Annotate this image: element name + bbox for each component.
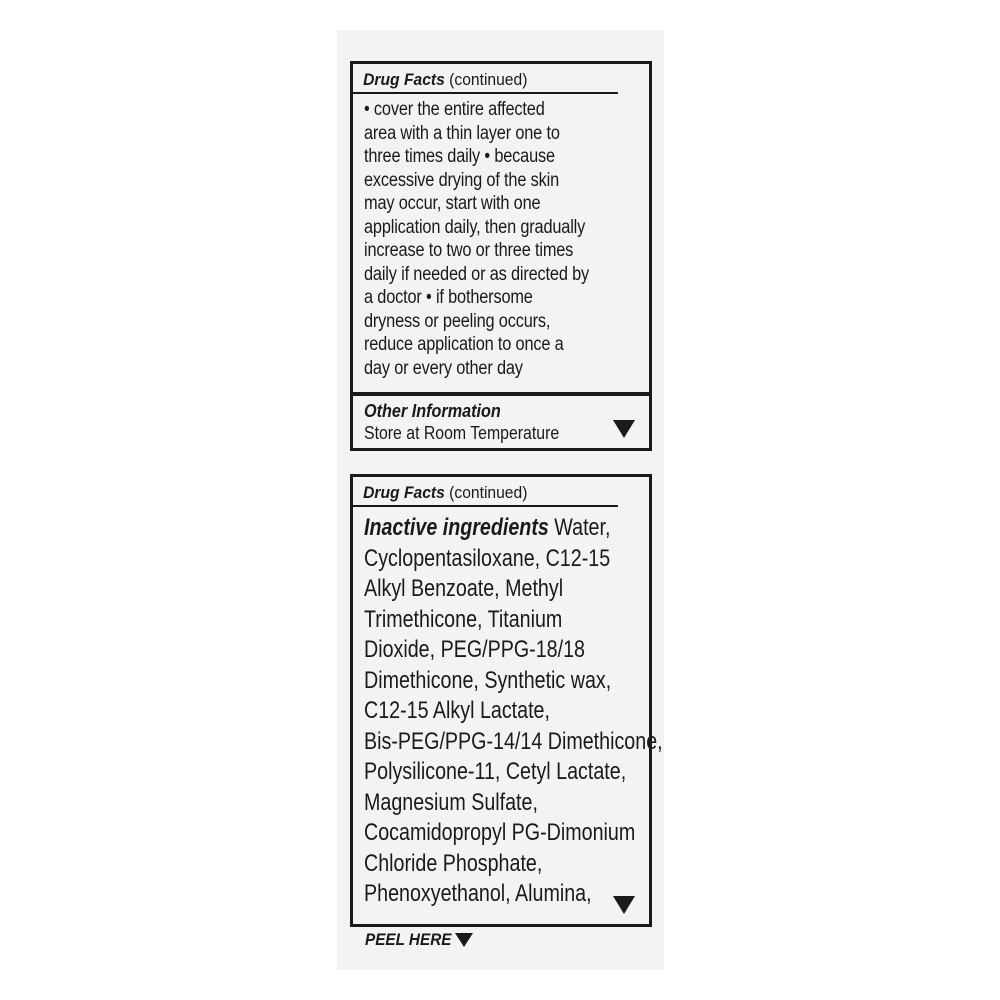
ingredients-line: Bis-PEG/PPG-14/14 Dimethicone,	[364, 727, 663, 755]
ingredients-line: C12-15 Alkyl Lactate,	[364, 697, 550, 724]
triangle-down-icon	[613, 420, 635, 438]
directions-line: day or every other day	[364, 357, 523, 379]
panel-header	[353, 64, 618, 94]
directions-text	[353, 94, 649, 380]
ingredients-line: Cyclopentasiloxane, C12-15	[364, 544, 611, 572]
directions-line: increase to two or three times	[364, 240, 574, 261]
directions-line: application daily, then gradually	[364, 216, 586, 238]
continued-label: (continued)	[449, 70, 528, 89]
ingredients-line: Alkyl Benzoate, Methyl	[364, 575, 564, 602]
ingredients-line: Trimethicone, Titanium	[364, 605, 563, 633]
ingredients-line: Cocamidopropyl PG-Dimonium	[364, 819, 636, 846]
drug-facts-title: Drug Facts	[363, 70, 445, 89]
ingredients-first-item: Water,	[554, 514, 611, 541]
ingredients-line: Polysilicone-11, Cetyl Lactate,	[364, 758, 627, 785]
storage-instruction: Store at Room Temperature	[364, 423, 560, 443]
directions-line: area with a thin layer one to	[364, 122, 560, 144]
continued-label: (continued)	[449, 483, 528, 502]
drug-facts-title: Drug Facts	[363, 483, 445, 502]
panel-header	[353, 477, 618, 507]
inactive-ingredients-title: Inactive ingredients	[364, 514, 549, 541]
drug-facts-panel-bottom	[350, 474, 663, 927]
directions-line: three times daily • because	[364, 146, 555, 167]
ingredients-line: Chloride Phosphate,	[364, 849, 543, 877]
directions-line: dryness or peeling occurs,	[364, 310, 551, 332]
drug-facts-panel-top	[350, 61, 652, 451]
ingredients-line: Dimethicone, Synthetic wax,	[364, 666, 612, 694]
other-information-section	[364, 400, 641, 444]
section-divider	[353, 392, 649, 396]
directions-line: a doctor • if bothersome	[364, 287, 533, 308]
triangle-down-icon	[455, 933, 473, 947]
peel-here-label[interactable]: PEEL HERE	[365, 930, 452, 949]
directions-line: daily if needed or as directed by	[364, 263, 590, 285]
triangle-down-icon	[613, 896, 635, 914]
ingredients-line	[364, 513, 611, 544]
directions-line: reduce application to once a	[364, 334, 564, 355]
ingredients-line: Magnesium Sulfate,	[364, 788, 538, 816]
ingredients-line: Dioxide, PEG/PPG-18/18	[364, 636, 585, 663]
directions-line: • cover the entire affected	[364, 99, 545, 120]
ingredients-line: Phenoxyethanol, Alumina,	[364, 880, 592, 907]
directions-line: excessive drying of the skin	[364, 169, 559, 191]
inactive-ingredients-text	[353, 507, 663, 910]
other-information-title: Other Information	[364, 401, 501, 421]
directions-line: may occur, start with one	[364, 193, 541, 214]
